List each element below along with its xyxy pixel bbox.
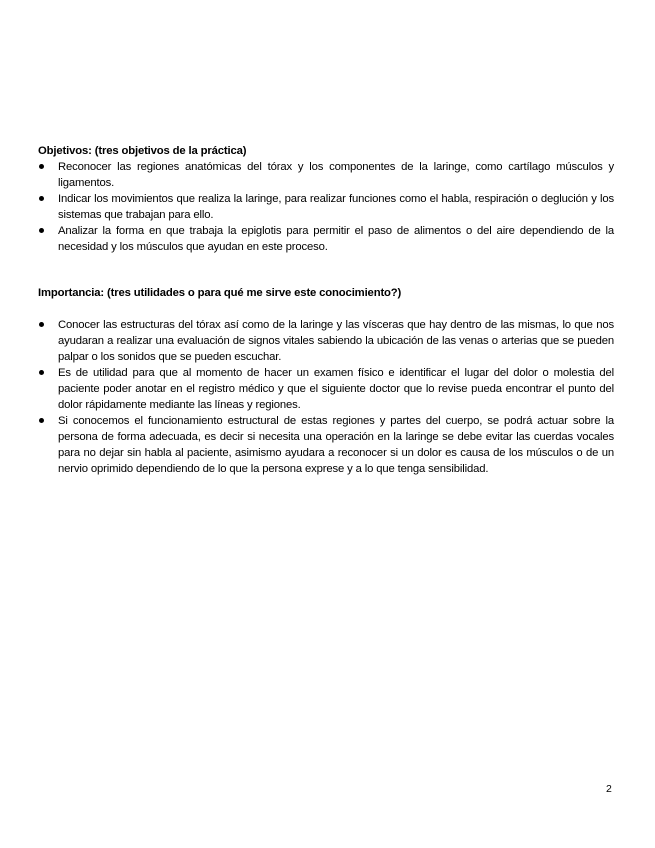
list-item [38, 413, 614, 477]
importance-heading: Importancia: (tres utilidades o para qué me sirve este conocimiento?) [38, 287, 402, 299]
objectives-list [38, 159, 614, 255]
page-number: 2 [606, 783, 612, 795]
list-item-text: Analizar la forma en que trabaja la epiglotis para permitir el paso de alimentos o del aire dependiendo de la necesidad y los músculos que ayudan en este proceso. [58, 225, 614, 253]
list-item [38, 191, 614, 223]
bullet-icon [39, 196, 44, 201]
list-item [38, 159, 614, 191]
list-item [38, 317, 614, 365]
objectives-section [38, 143, 614, 255]
list-item-text: Si conocemos el funcionamiento estructural de estas regiones y partes del cuerpo, se podrá actuar sobre la persona de forma adecuada, es decir si necesita una operación en la laringe se debe evitar las cuerdas vocales para no dejar sin habla al paciente, asimismo ayudara a reconocer si un dolor es causa de los músculos o de un nervio oprimido dependiendo de lo que la persona exprese y a lo que tenga sensibilidad. [58, 415, 614, 475]
list-item-text: Es de utilidad para que al momento de hacer un examen físico e identificar el lugar del dolor o molestia del paciente poder anotar en el registro médico y que el siguiente doctor que lo revise pueda encontrar el punto del dolor rápidamente mediante las líneas y regiones. [58, 367, 614, 411]
list-item [38, 365, 614, 413]
list-item-text: Indicar los movimientos que realiza la laringe, para realizar funciones como el habla, respiración o deglución y los sistemas que trabajan para ello. [58, 193, 614, 221]
bullet-icon [39, 322, 44, 327]
bullet-icon [39, 164, 44, 169]
list-item-text: Reconocer las regiones anatómicas del tórax y los componentes de la laringe, como cartílago músculos y ligamentos. [58, 161, 614, 189]
importance-list [38, 317, 614, 477]
objectives-heading: Objetivos: (tres objetivos de la práctica) [38, 145, 247, 157]
list-item-text: Conocer las estructuras del tórax así como de la laringe y las vísceras que hay dentro de las mismas, lo que nos ayudaran a realizar una evaluación de signos vitales sabiendo la ubicación de las venas o arterias que se pueden palpar o los sonidos que se pueden escuchar. [58, 319, 614, 363]
list-item [38, 223, 614, 255]
importance-section [38, 285, 614, 477]
bullet-icon [39, 228, 44, 233]
bullet-icon [39, 370, 44, 375]
bullet-icon [39, 418, 44, 423]
